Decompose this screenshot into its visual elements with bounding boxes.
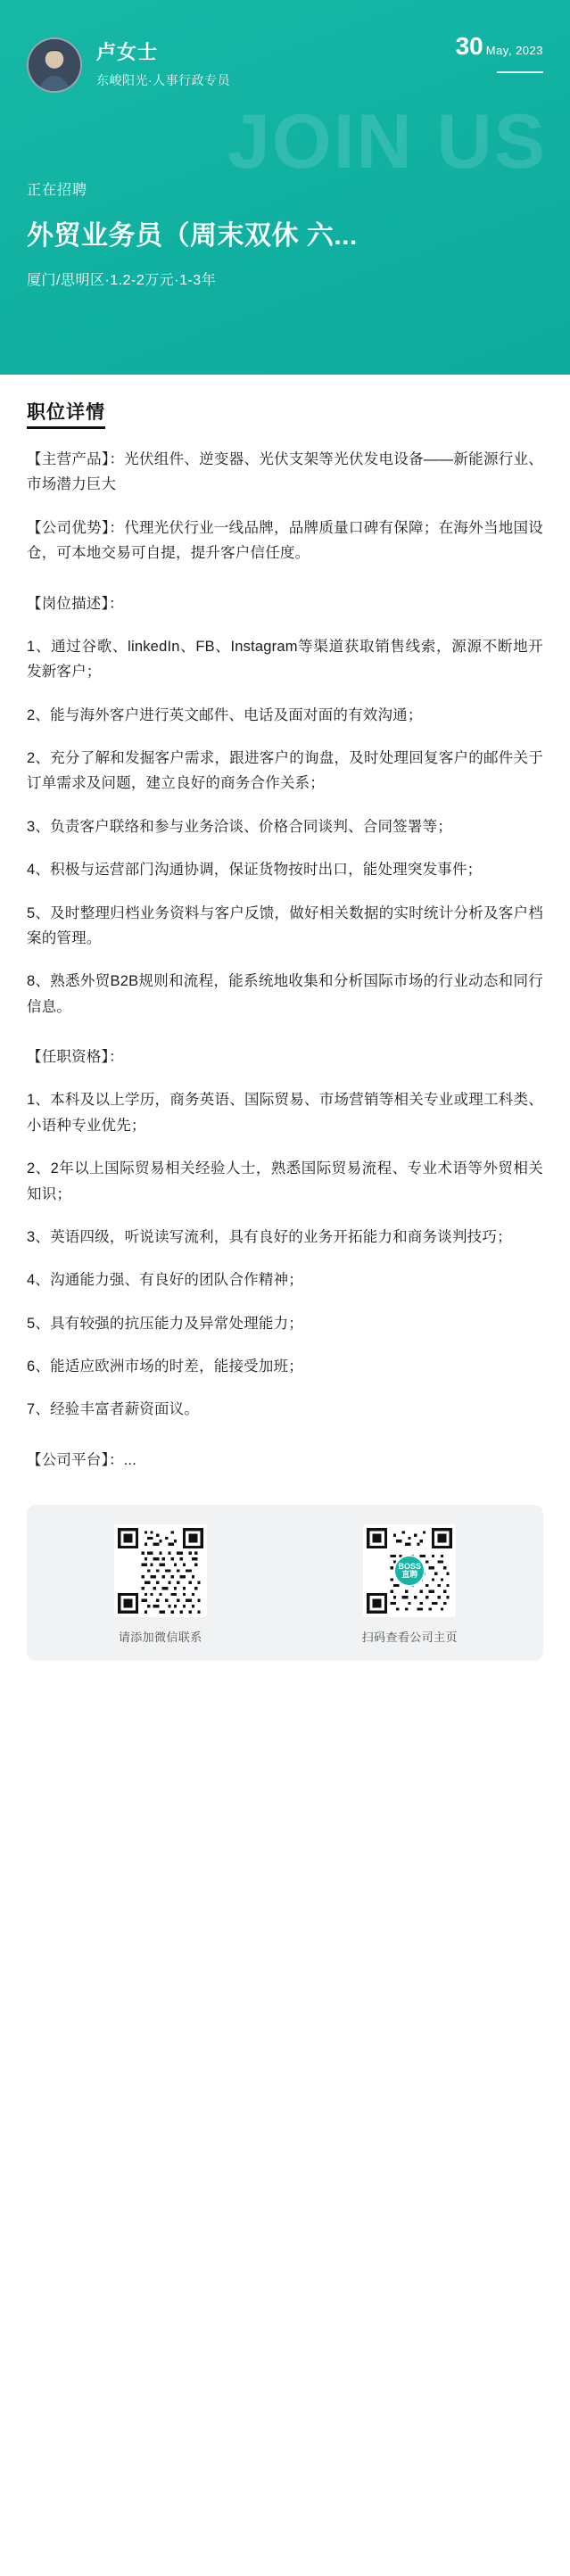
wechat-qr-code-icon[interactable] — [114, 1524, 207, 1617]
post-date-month-year: May, 2023 — [485, 44, 543, 57]
post-date-day: 30 — [455, 32, 483, 60]
avatar[interactable] — [27, 37, 82, 93]
description-paragraph: 2、2年以上国际贸易相关经验人士，熟悉国际贸易流程、专业术语等外贸相关知识； — [27, 1160, 543, 1202]
description-paragraph: 3、负责客户联络和参与业务洽谈、价格合同谈判、合同签署等； — [27, 818, 452, 835]
description-paragraph: 【岗位描述】： — [27, 595, 124, 612]
boss-logo-line1: BOSS — [398, 1561, 421, 1571]
page-title: 外贸业务员（周末双休 六... — [27, 221, 358, 251]
qr-footer — [27, 1505, 543, 1661]
company-qr-caption: 扫码查看公司主页 — [361, 1631, 458, 1645]
hiring-tag: 正在招聘 — [27, 183, 88, 198]
description-paragraph: 4、沟通能力强、有良好的团队合作精神； — [27, 1272, 303, 1289]
description-paragraph: 6、能适应欧洲市场的时差，能接受加班； — [27, 1358, 303, 1375]
description-paragraph: 4、积极与运营部门沟通协调，保证货物按时出口，能处理突发事件； — [27, 862, 483, 879]
description-paragraph: 8、熟悉外贸B2B规则和流程，能系统地收集和分析国际市场的行业动态和同行信息。 — [27, 973, 543, 1015]
job-description-body — [27, 447, 543, 1473]
recruiter-title: 东峻阳光·人事行政专员 — [96, 72, 231, 87]
qr-svg — [118, 1528, 203, 1614]
company-qr-cell[interactable] — [285, 1524, 535, 1645]
watermark-join-us: JOIN US — [227, 99, 547, 185]
description-paragraph: 【任职资格】： — [27, 1049, 124, 1065]
description-paragraph: 【公司平台】：... — [27, 1451, 137, 1468]
description-paragraph: 5、具有较强的抗压能力及异常处理能力； — [27, 1315, 303, 1332]
description-paragraph: 1、通过谷歌、linkedIn、FB、Instagram等渠道获取销售线索，源源不断地开发新客户； — [27, 638, 543, 681]
description-paragraph: 3、英语四级，听说读写流利，具有良好的业务开拓能力和商务谈判技巧； — [27, 1228, 512, 1245]
description-paragraph: 【主营产品】：光伏组件、逆变器、光伏支架等光伏发电设备——新能源行业、市场潜力巨大 — [27, 451, 543, 493]
description-paragraph: 【公司优势】：代理光伏行业一线品牌，品牌质量口碑有保障；在海外当地国设仓，可本地交易可自提，提升客户信任度。 — [27, 519, 543, 562]
job-meta: 厦门/思明区·1.2-2万元·1-3年 — [27, 273, 217, 288]
bottom-spacer — [0, 1661, 570, 1684]
wechat-qr-caption: 请添加微信联系 — [118, 1631, 202, 1645]
avatar-photo-icon — [29, 37, 80, 93]
description-paragraph: 5、及时整理归档业务资料与客户反馈，做好相关数据的实时统计分析及客户档案的管理。 — [27, 904, 543, 946]
company-qr-code-icon[interactable] — [363, 1524, 456, 1617]
description-paragraph: 1、本科及以上学历，商务英语、国际贸易、市场营销等相关专业或理工科类、小语种专业优先； — [27, 1092, 543, 1134]
recruiter-name: 卢女士 — [96, 41, 159, 64]
recruiter-profile[interactable] — [27, 37, 543, 93]
description-paragraph: 2、充分了解和发掘客户需求，跟进客户的询盘，及时处理回复客户的邮件关于订单需求及问题，建立良好的商务合作关系； — [27, 750, 543, 792]
description-paragraph: 2、能与海外客户进行英文邮件、电话及面对面的有效沟通； — [27, 706, 423, 723]
job-header — [0, 0, 570, 375]
wechat-qr-cell[interactable] — [36, 1524, 285, 1645]
description-paragraph: 7、经验丰富者薪资面议。 — [27, 1401, 200, 1418]
boss-logo-icon — [393, 1555, 425, 1587]
boss-logo-line2: 直聘 — [401, 1570, 418, 1580]
job-detail-section — [0, 375, 570, 1473]
section-title: 职位详情 — [27, 398, 105, 429]
